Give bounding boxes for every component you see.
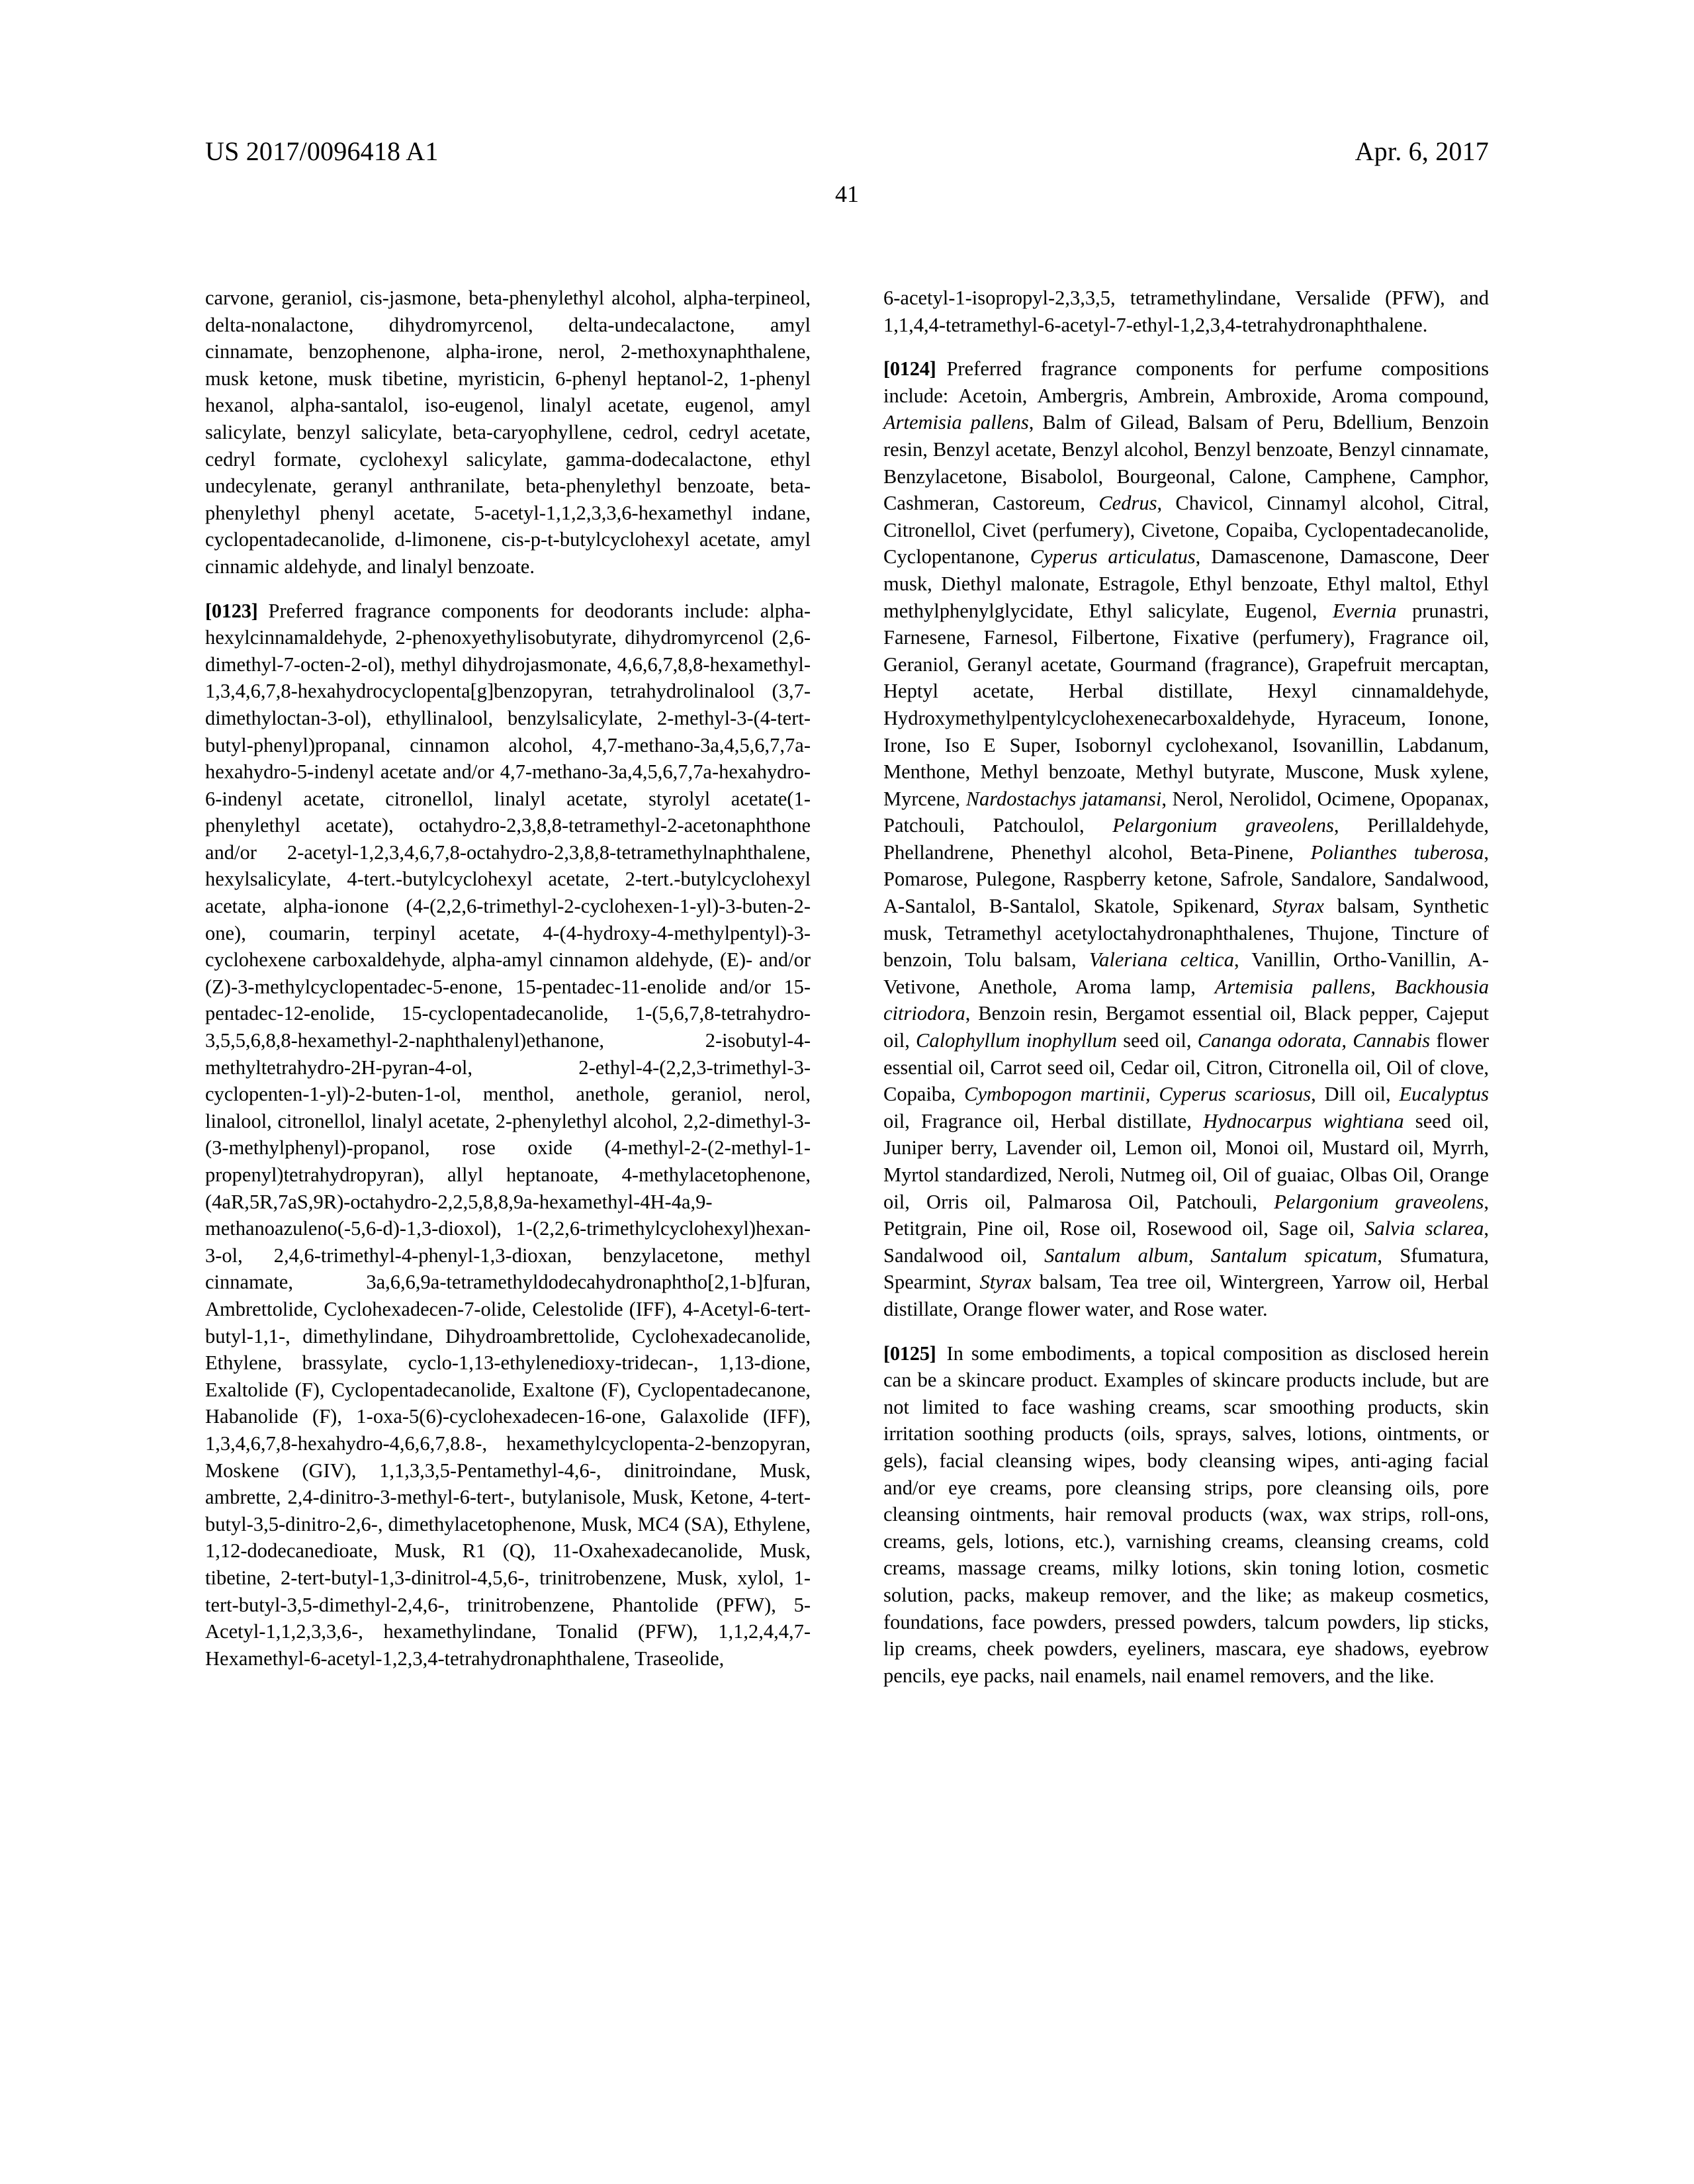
paragraph-number-0125: [0125] <box>883 1342 936 1365</box>
paragraph-0123-text: Preferred fragrance components for deodorants include: alpha-hexylcinnamaldehyde, 2-phenoxyethylisobutyrate, dihydromyrcenol (2,6-dimethyl-7-octen-2-ol), methyl dihydrojasmonate, 4,6,6,7,8,8-hexamethyl-1,3,4,6,7,8-hexahydrocyclopenta[g]benzopyran, tetrahydrolinalool (3,7-dimethyloctan-3-ol), ethyllinalool, benzylsalicylate, 2-methyl-3-(4-tert-butyl-phenyl)propanal, cinnamon alcohol, 4,7-methano-3a,4,5,6,7,7a-hexahydro-5-indenyl acetate and/or 4,7-methano-3a,4,5,6,7,7a-hexahydro-6-indenyl acetate, citronellol, linalyl acetate, styrolyl acetate(1-phenylethyl acetate), octahydro-2,3,8,8-tetramethyl-2-acetonaphthone and/or 2-acetyl-1,2,3,4,6,7,8-octahydro-2,3,8,8-tetramethylnaphthalene, hexylsalicylate, 4-tert.-butylcyclohexyl acetate, 2-tert.-butylcyclohexyl acetate, alpha-ionone (4-(2,2,6-trimethyl-2-cyclohexen-1-yl)-3-buten-2-one), coumarin, terpinyl acetate, 4-(4-hydroxy-4-methylpentyl)-3-cyclohexene carboxaldehyde, alpha-amyl cinnamon aldehyde, (E)- and/or (Z)-3-methylcyclopentadec-5-enone, 15-pentadec-11-enolide and/or 15-pentadec-12-enolide, 15-cyclopentadecanolide, 1-(5,6,7,8-tetrahydro-3,5,5,6,8,8-hexamethyl-2-naphthalenyl)ethanone, 2-isobutyl-4-methyltetrahydro-2H-pyran-4-ol, 2-ethyl-4-(2,2,3-trimethyl-3-cyclopenten-1-yl)-2-buten-1-ol, menthol, anethole, geraniol, nerol, linalool, citronellol, linalyl acetate, 2-phenylethyl alcohol, 2,2-dimethyl-3-(3-methylphenyl)-propanol, rose oxide (4-methyl-2-(2-methyl-1-propenyl)tetrahydropyran), allyl heptanoate, 4-methylacetophenone, (4aR,5R,7aS,9R)-octahydro-2,2,5,8,8,9a-hexamethyl-4H-4a,9-methanoazuleno(-5,6-d)-1,3-dioxol), 1-(2,2,6-trimethylcyclohexyl)hexan-3-ol, 2,4,6-trimethyl-4-phenyl-1,3-dioxan, benzylacetone, methyl cinnamate, 3a,6,6,9a-tetramethyldodecahydronaphtho[2,1-b]furan, Ambrettolide, Cyclohexadecen-7-olide, Celestolide (IFF), 4-Acetyl-6-tert-butyl-1,1-, dimethylindane, Dihydroambrettolide, Cyclohexadecanolide, Ethylene, brassylate, cyclo-1,13-ethylenedioxy-tridecan-, 1,13-dione, Exaltolide (F), Cyclopentadecanolide, Exaltone (F), Cyclopentadecanone, Habanolide (F), 1-oxa-5(6)-cyclohexadecen-16-one, Galaxolide (IFF), 1,3,4,6,7,8-hexahydro-4,6,6,7,8.8-, hexamethylcyclopenta-2-benzopyran, Moskene (GIV), 1,1,3,3,5-Pentamethyl-4,6-, dinitroindane, Musk, ambrette, 2,4-dinitro-3-methyl-6-tert-, butylanisole, Musk, Ketone, 4-tert-butyl-3,5-dinitro-2,6-, dimethylacetophenone, Musk, MC4 (SA), Ethylene, 1,12-dodecanedioate, Musk, R1 (Q), 11-Oxahexadecanolide, Musk, tibetine, 2-tert-butyl-1,3-dinitrol-4,5,6-, trinitrobenzene, Musk, xylol, 1-tert-butyl-3,5-dimethyl-2,4,6-, trinitrobenzene, Phantolide (PFW), 5-Acetyl-1,1,2,3,3,6-, hexamethylindane, Tonalid (PFW), 1,1,2,4,4,7-Hexamethyl-6-acetyl-1,2,3,4-tetrahydronaphthalene, Traseolide, <box>205 599 811 1670</box>
paragraph-0123 <box>205 598 811 1672</box>
paragraph-continued-left: carvone, geraniol, cis-jasmone, beta-phenylethyl alcohol, alpha-terpineol, delta-nonalactone, dihydromyrcenol, delta-undecalactone, amyl cinnamate, benzophenone, alpha-irone, nerol, 2-methoxynaphthalene, musk ketone, musk tibetine, myristicin, 6-phenyl heptanol-2, 1-phenyl hexanol, alpha-santalol, iso-eugenol, linalyl acetate, eugenol, amyl salicylate, benzyl salicylate, beta-caryophyllene, cedrol, cedryl acetate, cedryl formate, cyclohexyl salicylate, gamma-dodecalactone, ethyl undecylenate, geranyl anthranilate, beta-phenylethyl benzoate, beta-phenylethyl phenyl acetate, 5-acetyl-1,1,2,3,3,6-hexamethyl indane, cyclopentadecanolide, d-limonene, cis-p-t-butylcyclohexyl acetate, amyl cinnamic aldehyde, and linalyl benzoate. <box>205 287 811 578</box>
paragraph-0125-text: In some embodiments, a topical composition as disclosed herein can be a skincare product. Examples of skincare products include, but are not limited to face washing creams, scar smoothing products, skin irritation soothing products (oils, sprays, salves, lotions, ointments, or gels), facial cleansing wipes, body cleansing wipes, anti-aging facial and/or eye creams, pore cleansing strips, pore cleansing oils, pore cleansing ointments, hair removal products (wax, wax strips, roll-ons, creams, gels, lotions, etc.), varnishing creams, cleansing creams, cold creams, massage creams, milky lotions, skin toning lotion, cosmetic solution, packs, makeup remover, and the like; as makeup cosmetics, foundations, face powders, pressed powders, talcum powders, lip sticks, lip creams, cheek powders, eyeliners, mascara, eye shadows, eyebrow pencils, eye packs, nail enamels, nail enamel removers, and the like. <box>883 1342 1489 1687</box>
page-number: 41 <box>835 181 859 207</box>
paragraph-0124 <box>883 355 1489 1322</box>
left-column <box>205 285 811 2071</box>
paragraph-number-0123: [0123] <box>205 599 258 622</box>
body-columns <box>205 285 1489 2071</box>
paragraph-number-0124: [0124] <box>883 357 936 381</box>
publication-date: Apr. 6, 2017 <box>1355 136 1489 166</box>
paragraph-continued-right: 6-acetyl-1-isopropyl-2,3,3,5, tetramethylindane, Versalide (PFW), and 1,1,4,4-tetramethyl-6-acetyl-7-ethyl-1,2,3,4-tetrahydronaphthalene. <box>883 287 1489 336</box>
publication-number: US 2017/0096418 A1 <box>205 136 439 166</box>
right-column <box>883 285 1489 2071</box>
running-head <box>205 136 1489 173</box>
paragraph-0125 <box>883 1340 1489 1690</box>
paragraph-0124-text: Preferred fragrance components for perfume compositions include: Acetoin, Ambergris, Ambrein, Ambroxide, Aroma compound, Artemisia pallens, Balm of Gilead, Balsam of Peru, Bdellium, Benzoin resin, Benzyl acetate, Benzyl alcohol, Benzyl benzoate, Benzyl cinnamate, Benzylacetone, Bisabolol, Bourgeonal, Calone, Camphene, Camphor, Cashmeran, Castoreum, Cedrus, Chavicol, Cinnamyl alcohol, Citral, Citronellol, Civet (perfumery), Civetone, Copaiba, Cyclopentadecanolide, Cyclopentanone, Cyperus articulatus, Damascenone, Damascone, Deer musk, Diethyl malonate, Estragole, Ethyl benzoate, Ethyl maltol, Ethyl methylphenylglycidate, Ethyl salicylate, Eugenol, Evernia prunastri, Farnesene, Farnesol, Filbertone, Fixative (perfumery), Fragrance oil, Geraniol, Geranyl acetate, Gourmand (fragrance), Grapefruit mercaptan, Heptyl acetate, Herbal distillate, Hexyl cinnamaldehyde, Hydroxymethylpentylcyclohexenecarboxaldehyde, Hyraceum, Ionone, Irone, Iso E Super, Isobornyl cyclohexanol, Isovanillin, Labdanum, Menthone, Methyl benzoate, Methyl butyrate, Muscone, Musk xylene, Myrcene, Nardostachys jatamansi, Nerol, Nerolidol, Ocimene, Opopanax, Patchouli, Patchoulol, Pelargonium graveolens, Perillaldehyde, Phellandrene, Phenethyl alcohol, Beta-Pinene, Polianthes tuberosa, Pomarose, Pulegone, Raspberry ketone, Safrole, Sandalore, Sandalwood, A-Santalol, B-Santalol, Skatole, Spikenard, Styrax balsam, Synthetic musk, Tetramethyl acetyloctahydronaphthalenes, Thujone, Tincture of benzoin, Tolu balsam, Valeriana celtica, Vanillin, Ortho-Vanillin, A-Vetivone, Anethole, Aroma lamp, Artemisia pallens, Backhousia citriodora, Benzoin resin, Bergamot essential oil, Black pepper, Cajeput oil, Calophyllum inophyllum seed oil, Cananga odorata, Cannabis flower essential oil, Carrot seed oil, Cedar oil, Citron, Citronella oil, Oil of clove, Copaiba, Cymbopogon martinii, Cyperus scariosus, Dill oil, Eucalyptus oil, Fragrance oil, Herbal distillate, Hydnocarpus wightiana seed oil, Juniper berry, Lavender oil, Lemon oil, Monoi oil, Mustard oil, Myrrh, Myrtol standardized, Neroli, Nutmeg oil, Oil of guaiac, Olbas Oil, Orange oil, Orris oil, Palmarosa Oil, Patchouli, Pelargonium graveolens, Petitgrain, Pine oil, Rose oil, Rosewood oil, Sage oil, Salvia sclarea, Sandalwood oil, Santalum album, Santalum spicatum, Sfumatura, Spearmint, Styrax balsam, Tea tree oil, Wintergreen, Yarrow oil, Herbal distillate, Orange flower water, and Rose water. <box>883 357 1490 1320</box>
